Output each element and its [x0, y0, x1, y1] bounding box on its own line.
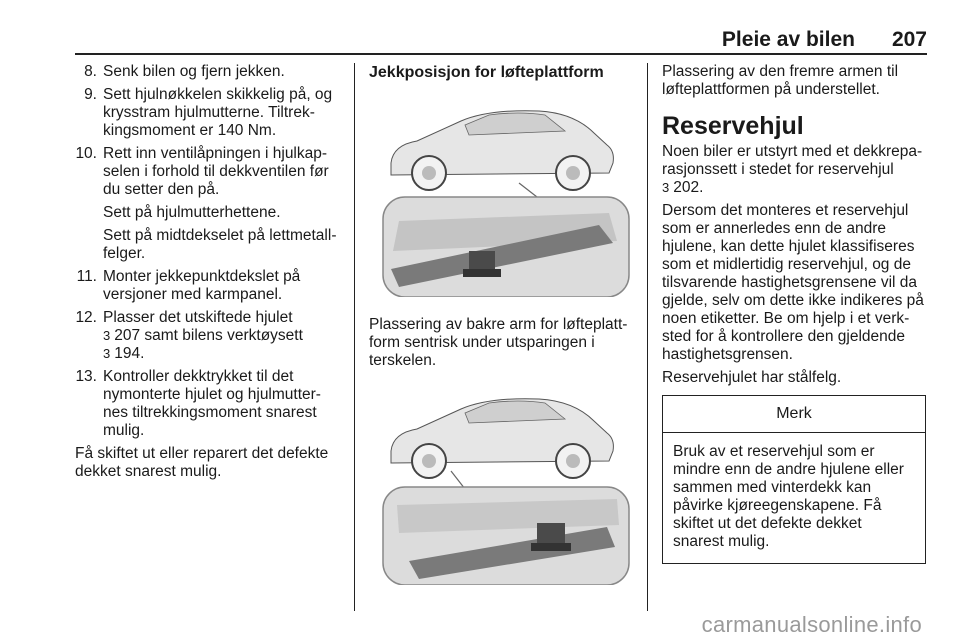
list-item: 8. Senk bilen og fjern jekken. [84, 63, 285, 80]
list-item: 11. Monter jekkepunktdekslet på versjoner med karmpanel. [76, 268, 301, 303]
sub-step: Sett på midtdekselet på lettmetall-felger. [103, 227, 337, 262]
page-ref-icon: 3 [103, 328, 111, 343]
list-item: 13. Kontroller dekktrykket til det nymonterte hjulet og hjulmutter-nes tiltrekkingsmoment snarest mulig. [75, 368, 321, 439]
column-right [662, 63, 930, 564]
watermark: carmanualsonline.info [701, 612, 922, 637]
front-lift-point-illustration [369, 389, 631, 585]
rear-lift-point-illustration [369, 101, 631, 297]
figure-caption: Plassering av bakre arm for løfteplatt-form sentrisk under utsparingen i terskelen. [369, 316, 628, 369]
page-number: 207 [891, 28, 927, 51]
column-divider-1 [354, 63, 355, 611]
page-ref-icon: 3 [103, 346, 111, 361]
paragraph: Reservehjulet har stålfelg. [662, 369, 842, 386]
column-left [75, 63, 343, 486]
paragraph: Noen biler er utstyrt med et dekkrepa-rasjonssett i stedet for reservehjul 3 202. [662, 143, 923, 196]
sub-step: Sett på hjulmutterhettene. [103, 204, 281, 221]
column-middle [369, 63, 634, 590]
section-heading: Reservehjul [662, 112, 804, 140]
paragraph: Dersom det monteres et reservehjul som er annerledes enn de andre hjulene, kan dette hjulet klassifiseres som et midlertidig reservehjul, og de tilsvarende hastighetsgrensene vil da gjelde, selv om dette ikke indikeres på noen etiketter. Be om hjelp i et verk-sted for å kontrollere den gjeldende hastighetsgrensen. [662, 202, 924, 363]
list-item: 10. Rett inn ventilåpningen i hjulkap-selen i forhold til dekkventilen før du setter den på. [75, 145, 329, 198]
header-rule [75, 53, 927, 55]
list-item: 9. Sett hjulnøkkelen skikkelig på, og krysstram hjulmutterne. Tiltrek-kingsmoment er 140 Nm. [84, 86, 333, 139]
note-title: Merk [663, 396, 925, 433]
closing-paragraph: Få skiftet ut eller reparert det defekte dekket snarest mulig. [75, 445, 329, 480]
section-title: Pleie av bilen [721, 28, 855, 51]
note-box [662, 395, 926, 564]
page-ref-icon: 3 [662, 180, 670, 195]
column-divider-2 [647, 63, 648, 611]
section-heading: Jekkposisjon for løfteplattform [369, 64, 604, 81]
page-header [75, 28, 927, 50]
figure-caption: Plassering av den fremre armen til løfteplattformen på understellet. [662, 63, 899, 98]
note-body: Bruk av et reservehjul som er mindre enn de andre hjulene eller sammen med vinterdekk kan påvirke kjøreegenskapene. Få skiftet ut det defekte dekket snarest mulig. [673, 443, 904, 550]
list-item: 12. Plasser det utskiftede hjulet 3 207 samt bilens verktøysett 3 194. [75, 309, 303, 362]
